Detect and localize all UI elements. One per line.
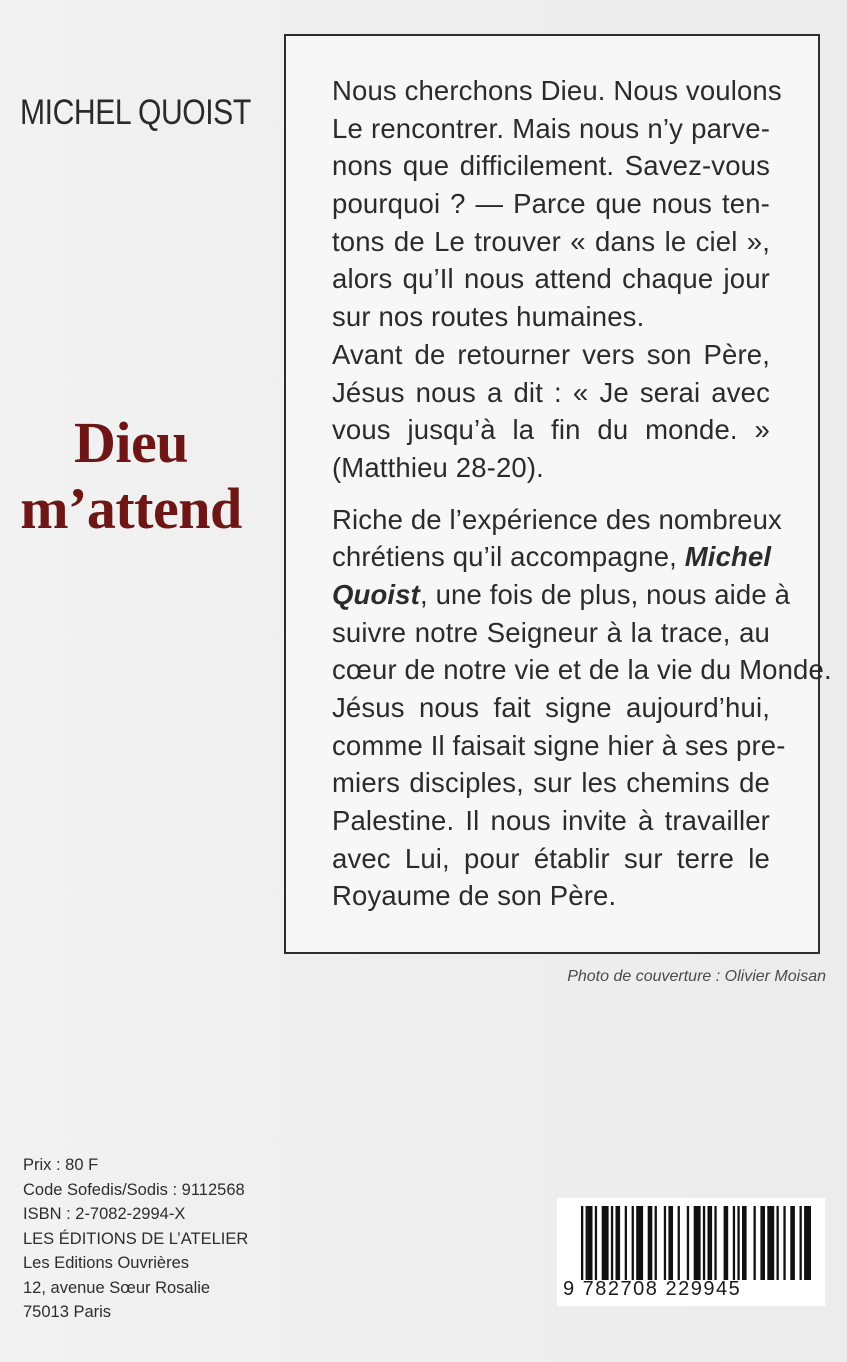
blurb-line: Nous cherchons Dieu. Nous voulons	[332, 75, 782, 106]
blurb-line: Jésus nous a dit : « Je serai avec	[332, 376, 770, 408]
barcode-bar	[760, 1206, 765, 1280]
blurb-frame	[284, 34, 832, 954]
barcode-bar	[636, 1206, 643, 1280]
barcode-bar	[783, 1206, 785, 1280]
publisher-name: LES ÉDITIONS DE L’ATELIER	[23, 1229, 249, 1248]
blurb-line: sur nos routes humaines.	[332, 301, 645, 333]
blurb-line: Riche de l’expérience des nombreux	[332, 503, 782, 535]
photo-credit: Photo de couverture : Olivier Moisan	[567, 968, 826, 985]
barcode-bar	[616, 1206, 621, 1280]
blurb-line: tons de Le trouver « dans le ciel »,	[332, 225, 770, 257]
blurb-line: alors qu’Il nous attend chaque jour	[332, 263, 770, 295]
barcode-bar	[767, 1206, 774, 1280]
barcode-bar	[724, 1206, 729, 1280]
blurb-line: Avant de retourner vers son Père,	[332, 338, 770, 370]
blurb-line: Jésus nous fait signe aujourd’hui,	[332, 692, 770, 723]
blurb-line: miers disciples, sur les chemins de	[332, 767, 770, 799]
author-name: MICHEL QUOIST	[20, 93, 251, 132]
barcode-bar	[625, 1206, 627, 1280]
blurb-line: avec Lui, pour établir sur terre le	[332, 842, 770, 874]
barcode-digits: 9 782708 229945	[563, 1278, 742, 1300]
publisher-city: 75013 Paris	[23, 1303, 112, 1321]
price: Prix : 80 F	[23, 1156, 99, 1174]
barcode-bar	[586, 1206, 588, 1280]
barcode-bar	[632, 1206, 634, 1280]
barcode-bar	[668, 1206, 673, 1280]
barcode-bar	[655, 1206, 657, 1280]
barcode-bar	[737, 1206, 739, 1280]
author-name-emphasis: Michel	[684, 541, 772, 573]
blurb-line: vous jusqu’à la fin du monde. »	[332, 414, 770, 446]
isbn: ISBN : 2-7082-2994-X	[23, 1205, 186, 1223]
blurb-text	[332, 72, 832, 915]
barcode-bar	[588, 1206, 593, 1280]
publisher-subname: Les Editions Ouvrières	[23, 1254, 189, 1272]
barcode-bar	[790, 1206, 795, 1280]
book-title-line-2: m’attend	[20, 476, 242, 541]
blurb-line: cœur de notre vie et de la vie du Monde.	[332, 654, 832, 686]
barcode-bar	[664, 1206, 666, 1280]
blurb-text-fragment: chrétiens qu’il accompagne,	[332, 541, 685, 573]
author-name-emphasis: Quoist	[332, 578, 420, 610]
book-title-line-1: Dieu	[74, 410, 188, 475]
barcode-bar	[714, 1206, 716, 1280]
blurb-line: (Matthieu 28-20).	[332, 451, 544, 483]
barcode-bar	[708, 1206, 713, 1280]
barcode-bar	[687, 1206, 689, 1280]
publisher-imprint	[23, 1153, 248, 1325]
barcode-bar	[804, 1206, 811, 1280]
barcode-bar	[595, 1206, 597, 1280]
barcode-bar	[602, 1206, 609, 1280]
blurb-line: Royaume de son Père.	[332, 880, 617, 912]
blurb-line	[332, 538, 770, 576]
blurb-line: Le rencontrer. Mais nous n’y parve-	[332, 112, 770, 144]
paragraph-gap	[332, 487, 770, 501]
barcode-bar	[678, 1206, 680, 1280]
publisher-street: 12, avenue Sœur Rosalie	[23, 1278, 211, 1297]
barcode-bar	[581, 1206, 583, 1280]
barcode-bar	[754, 1206, 756, 1280]
barcode-bar	[694, 1206, 701, 1280]
blurb-line: Palestine. Il nous invite à travailler	[332, 805, 770, 837]
blurb-text-fragment: , une fois de plus, nous aide à	[419, 578, 791, 610]
blurb-line: nons que difficilement. Savez-vous	[332, 150, 770, 182]
barcode-bar	[742, 1206, 747, 1280]
book-title	[0, 410, 262, 542]
barcode-bar	[777, 1206, 779, 1280]
distributor-code: Code Sofedis/Sodis : 9112568	[23, 1180, 245, 1199]
blurb-line	[332, 576, 791, 614]
blurb-line: comme Il faisait signe hier à ses pre-	[332, 729, 786, 761]
blurb-line: suivre notre Seigneur à la trace, au	[332, 616, 770, 648]
barcode-bar	[703, 1206, 705, 1280]
barcode-bars	[557, 1198, 825, 1280]
barcode-bar	[611, 1206, 613, 1280]
blurb-line: pourquoi ? — Parce que nous ten-	[332, 188, 770, 220]
barcode-bar	[733, 1206, 735, 1280]
barcode-bar	[800, 1206, 802, 1280]
barcode-bar	[648, 1206, 653, 1280]
barcode	[557, 1198, 825, 1306]
